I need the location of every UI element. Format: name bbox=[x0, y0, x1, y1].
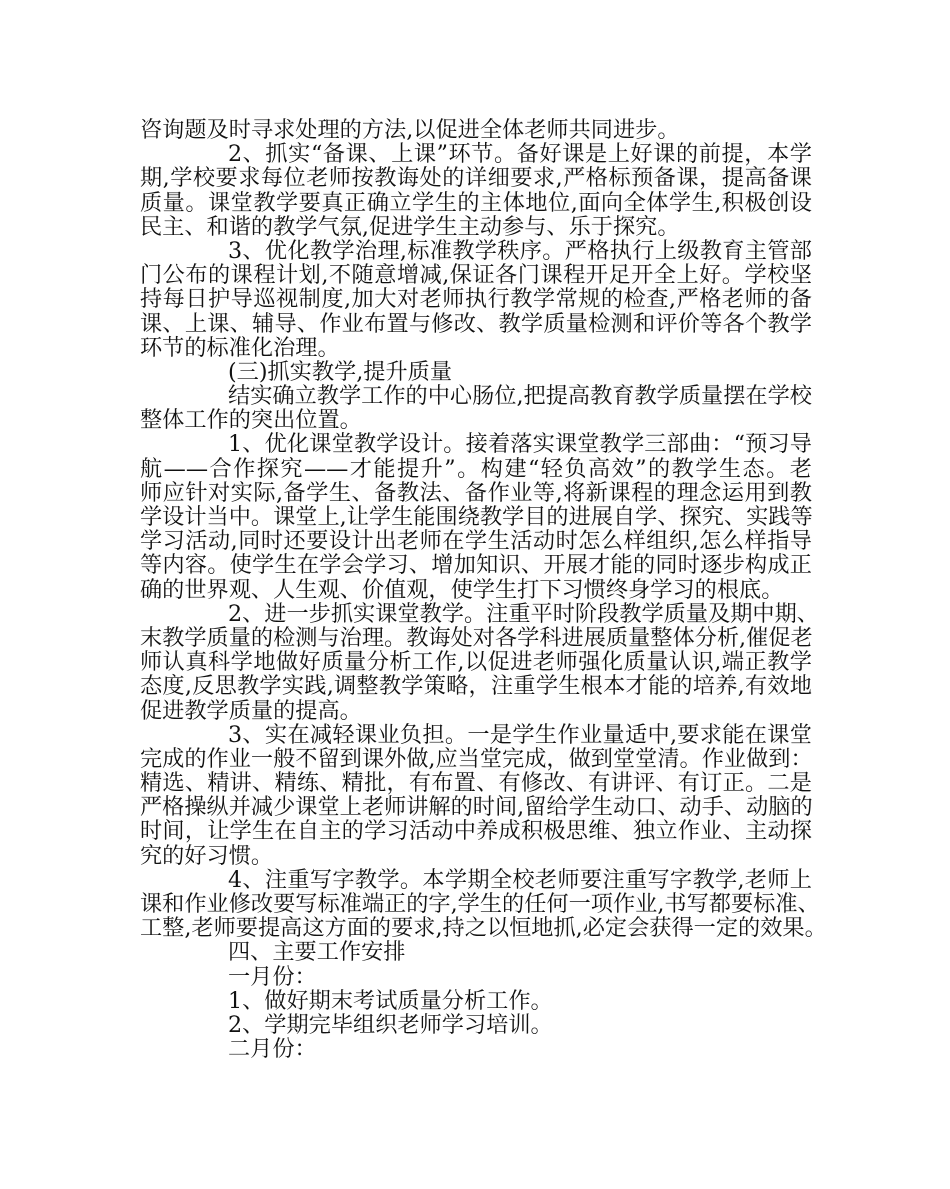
text-line: 促进教学质量的提高。 bbox=[140, 697, 362, 724]
text-line: 咨询题及时寻求处理的方法,以促进全体老师共同进步。 bbox=[140, 117, 680, 143]
text-line: 时间，让学生在自主的学习活动中养成积极思维、独立作业、主动探 bbox=[140, 818, 812, 845]
text-line: 民主、和谐的教学气氛,促进学生主动参与、乐于探究。 bbox=[140, 213, 680, 240]
text-line: 3、实在减轻课业负担。一是学生作业量适中,要求能在课堂 bbox=[228, 721, 812, 748]
text-line: 师应针对实际,备学生、备教法、备作业等,将新课程的理念运用到教 bbox=[140, 479, 812, 506]
text-line: 究的好习惯。 bbox=[140, 842, 274, 869]
text-line: 完成的作业一般不留到课外做,应当堂完成，做到堂堂清。作业做到： bbox=[140, 745, 813, 772]
text-line: 2、进一步抓实课堂教学。注重平时阶段教学质量及期中期、 bbox=[228, 600, 819, 627]
text-line: 结实确立教学工作的中心肠位,把提高教育教学质量摆在学校 bbox=[228, 383, 812, 410]
text-line: 质量。课堂教学要真正确立学生的主体地位,面向全体学生,积极创设 bbox=[140, 189, 812, 216]
text-line: 师认真科学地做好质量分析工作,以促进老师强化质量认识,端正教学 bbox=[140, 649, 812, 676]
text-line: 环节的标准化治理。 bbox=[140, 334, 340, 361]
text-line: 课、上课、辅导、作业布置与修改、教学质量检测和评价等各个教学 bbox=[140, 310, 812, 337]
text-line: 门公布的课程计划,不随意增减,保证各门课程开足开全上好。学校坚 bbox=[140, 262, 812, 289]
text-line: 3、优化教学治理,标准教学秩序。严格执行上级教育主管部 bbox=[228, 237, 812, 264]
text-line: 一月份： bbox=[228, 963, 317, 990]
text-line: 二月份： bbox=[228, 1036, 317, 1063]
text-line: 末教学质量的检测与治理。教诲处对各学科进展质量整体分析,催促老 bbox=[140, 624, 813, 651]
text-line: 四、主要工作安排 bbox=[228, 939, 406, 966]
text-line: 1、优化课堂教学设计。接着落实课堂教学三部曲：“预习导 bbox=[228, 431, 812, 458]
text-line: 严格操纵并减少课堂上老师讲解的时间,留给学生动口、动手、动脑的 bbox=[140, 794, 813, 821]
text-line: 整体工作的突出位置。 bbox=[140, 407, 362, 434]
text-line: 航——合作探究——才能提升”。构建“轻负高效”的教学生态。老 bbox=[140, 455, 812, 482]
text-line: 4、注重写字教学。本学期全校老师要注重写字教学,老师上 bbox=[228, 866, 812, 893]
text-line: 持每日护导巡视制度,加大对老师执行教学常规的检查,严格老师的备 bbox=[140, 286, 812, 313]
text-line: 学设计当中。课堂上,让学生能围绕教学目的进展自学、探究、实践等 bbox=[140, 504, 813, 530]
document-body bbox=[140, 117, 827, 1063]
text-line: 确的世界观、人生观、价值观，使学生打下习惯终身学习的根底。 bbox=[140, 576, 784, 603]
text-line: 工整,老师要提高这方面的要求,持之以恒地抓,必定会获得一定的效果。 bbox=[140, 915, 827, 942]
text-line: 等内容。使学生在学会学习、增加知识、开展才能的同时逐步构成正 bbox=[140, 552, 812, 579]
text-line: 精选、精讲、精练、精批，有布置、有修改、有讲评、有订正。二是 bbox=[140, 770, 812, 797]
text-line: 学习活动,同时还要设计出老师在学生活动时怎么样组织,怎么样指导 bbox=[140, 528, 812, 555]
text-line: 1、做好期末考试质量分析工作。 bbox=[228, 987, 553, 1014]
text-line: 2、学期完毕组织老师学习培训。 bbox=[228, 1011, 553, 1038]
text-line: 2、抓实“备课、上课”环节。备好课是上好课的前提，本学 bbox=[228, 141, 812, 168]
text-line: 态度,反思教学实践,调整教学策略，注重学生根本才能的培养,有效地 bbox=[140, 673, 812, 700]
text-line: 期,学校要求每位老师按教诲处的详细要求,严格标预备课，提高备课 bbox=[140, 165, 812, 192]
text-line: 课和作业修改要写标准端正的字,学生的任何一项作业,书写都要标准、 bbox=[140, 891, 820, 917]
text-line: (三)抓实教学,提升质量 bbox=[228, 358, 453, 385]
